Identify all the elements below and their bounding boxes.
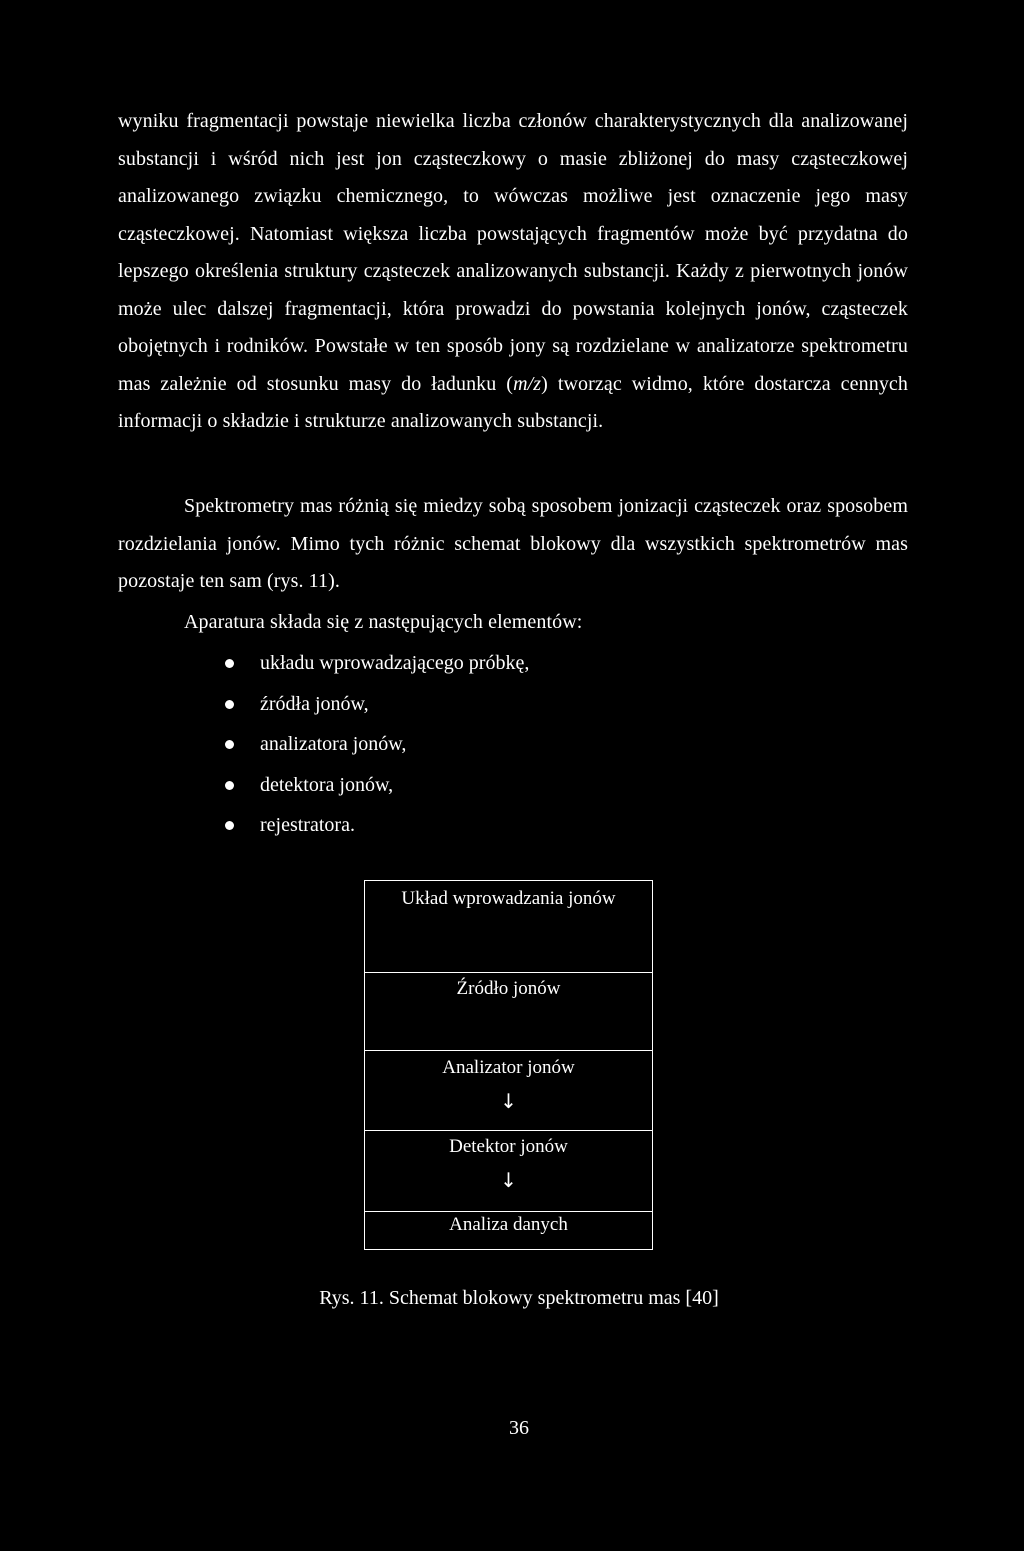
list-item: rejestratora. xyxy=(222,805,529,846)
block-sample-inlet: Układ wprowadzania jonów xyxy=(401,888,616,909)
arrow-down-icon: ↓ xyxy=(500,1168,517,1192)
paragraph-text-part-2: ) tworząc widmo, które dostarcza cennych informacji o składzie i strukturze analizowanych substancji. xyxy=(118,372,908,432)
bullet-icon xyxy=(225,659,234,668)
paragraph-fragmentation xyxy=(118,103,908,441)
list-item: detektora jonów, xyxy=(222,765,529,806)
bullet-icon xyxy=(225,821,234,830)
apparatus-list xyxy=(222,643,529,846)
block-data-analysis: Analiza danych xyxy=(449,1214,568,1235)
block-divider xyxy=(365,1211,652,1212)
block-diagram xyxy=(364,880,653,1250)
list-item: źródła jonów, xyxy=(222,684,529,725)
paragraph-text-part-1: wyniku fragmentacji powstaje niewielka liczba członów charakterystycznych dla analizowanej substancji i wśród nich jest jon cząsteczkowy o masie zbliżonej do masy cząsteczkowej analizowanego związku chemicznego, to wówczas możliwe jest oznaczenie jego masy cząsteczkowej. Natomiast większa liczba powstających fragmentów może być przydatna do lepszego określenia struktury cząsteczek analizowanych substancji. Każdy z pierwotnych jonów może ulec dalszej fragmentacji, która prowadzi do powstania kolejnych jonów, cząsteczek obojętnych i rodników. Powstałe w ten sposób jony są rozdzielane w analizatorze spektrometru mas zależnie od stosunku masy do ładunku ( xyxy=(118,110,908,395)
mz-symbol: m/z xyxy=(513,372,542,395)
block-divider xyxy=(365,1050,652,1051)
paragraph-spectrometers: Spektrometry mas różnią się miedzy sobą sposobem jonizacji cząsteczek oraz sposobem rozdzielania jonów. Mimo tych różnic schemat blokowy dla wszystkich spektrometrów mas pozostaje ten sam (rys. 11). xyxy=(118,495,908,592)
block-ion-detector: Detektor jonów xyxy=(449,1136,568,1157)
bullet-icon xyxy=(225,740,234,749)
block-ion-analyzer: Analizator jonów xyxy=(442,1057,575,1078)
bullet-icon xyxy=(225,700,234,709)
list-item: analizatora jonów, xyxy=(222,724,529,765)
block-ion-source: Źródło jonów xyxy=(456,978,561,999)
page-number: 36 xyxy=(509,1417,529,1439)
block-divider xyxy=(365,1130,652,1131)
list-item: układu wprowadzającego próbkę, xyxy=(222,643,529,684)
bullet-icon xyxy=(225,781,234,790)
figure-caption: Rys. 11. Schemat blokowy spektrometru mas [40] xyxy=(319,1287,719,1309)
block-divider xyxy=(365,972,652,973)
arrow-down-icon: ↓ xyxy=(500,1089,517,1113)
paragraph-apparatus-intro: Aparatura składa się z następujących elementów: xyxy=(184,611,583,633)
